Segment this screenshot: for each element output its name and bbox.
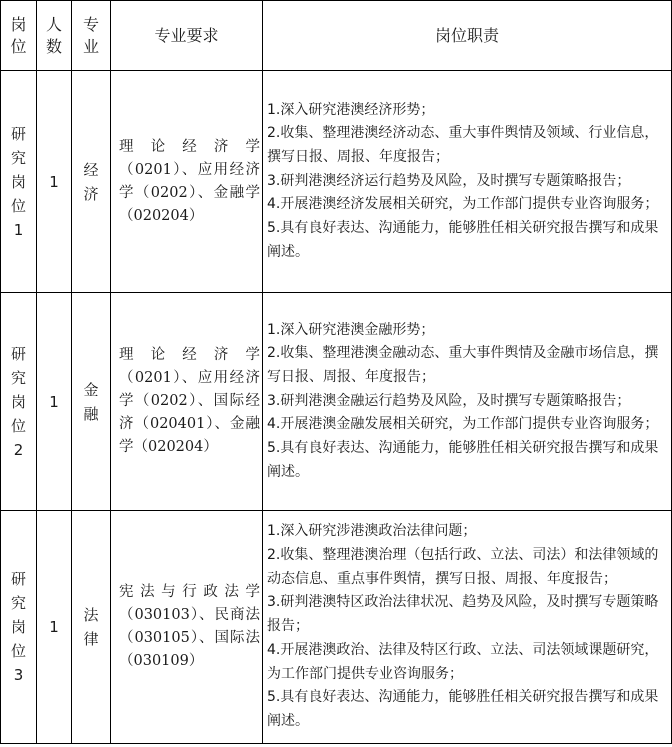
header-row [1,1,672,71]
count-cell: 1 [37,293,72,511]
header-count: 人 数 [37,1,72,71]
duties-cell [263,71,672,293]
duty-item: 3.研判港澳金融运行趋势及风险，及时撰写专题策略报告； [267,392,631,409]
header-major: 专 业 [72,1,111,71]
major-cell: 经 济 [72,71,111,293]
duty-item: 3.研判港澳经济运行趋势及风险，及时撰写专题策略报告； [267,172,631,189]
duty-item: 3.研判港澳特区政治法律状况、趋势及风险，及时撰写专题策略报告； [267,594,659,635]
count-cell: 1 [37,511,72,744]
count-cell: 1 [37,71,72,293]
duty-item: 1.深入研究港澳金融形势； [267,321,435,338]
requirement-cell: 宪法与行政法学（030103）、民商法（030105）、国际法（030109） [111,511,263,744]
table-row [1,71,672,293]
position-cell: 研 究 岗 位 2 [1,293,37,511]
duty-item: 1.深入研究涉港澳政治法律问题； [267,523,477,540]
header-position: 岗 位 [1,1,37,71]
duty-item: 2.收集、整理港澳治理（包括行政、立法、司法）和法律领域的动态信息、重点事件舆情，撰写日报、周报、年度报告； [267,547,659,587]
table-row [1,293,672,511]
major-cell: 金 融 [72,293,111,511]
requirement-cell: 理论经济学（0201）、应用经济学（0202）、金融学（020204） [111,71,263,293]
duties-cell [263,511,672,744]
duty-item: 4.开展港澳政治、法律及特区行政、立法、司法领域课题研究，为工作部门提供专业咨询服务； [267,641,659,682]
duty-item: 1.深入研究港澳经济形势； [267,101,435,118]
header-duties: 岗位职责 [263,1,672,71]
duty-item: 2.收集、整理港澳经济动态、重大事件舆情及领域、行业信息，撰写日报、周报、年度报告； [267,125,659,165]
duty-item: 4.开展港澳经济发展相关研究，为工作部门提供专业咨询服务； [267,196,659,213]
table-row [1,511,672,744]
duties-cell [263,293,672,511]
duty-item: 5.具有良好表达、沟通能力，能够胜任相关研究报告撰写和成果阐述。 [267,689,659,729]
position-cell: 研 究 岗 位 3 [1,511,37,744]
duty-item: 5.具有良好表达、沟通能力，能够胜任相关研究报告撰写和成果阐述。 [267,440,659,480]
duty-item: 2.收集、整理港澳金融动态、重大事件舆情及金融市场信息，撰写日报、周报、年度报告； [267,345,659,385]
duty-item: 5.具有良好表达、沟通能力，能够胜任相关研究报告撰写和成果阐述。 [267,220,659,260]
duty-item: 4.开展港澳金融发展相关研究，为工作部门提供专业咨询服务； [267,416,659,433]
position-cell: 研 究 岗 位 1 [1,71,37,293]
requirement-cell: 理论经济学（0201）、应用经济学（0202）、国际经济（020401）、金融学（020204） [111,293,263,511]
header-requirement: 专业要求 [111,1,263,71]
major-cell: 法 律 [72,511,111,744]
